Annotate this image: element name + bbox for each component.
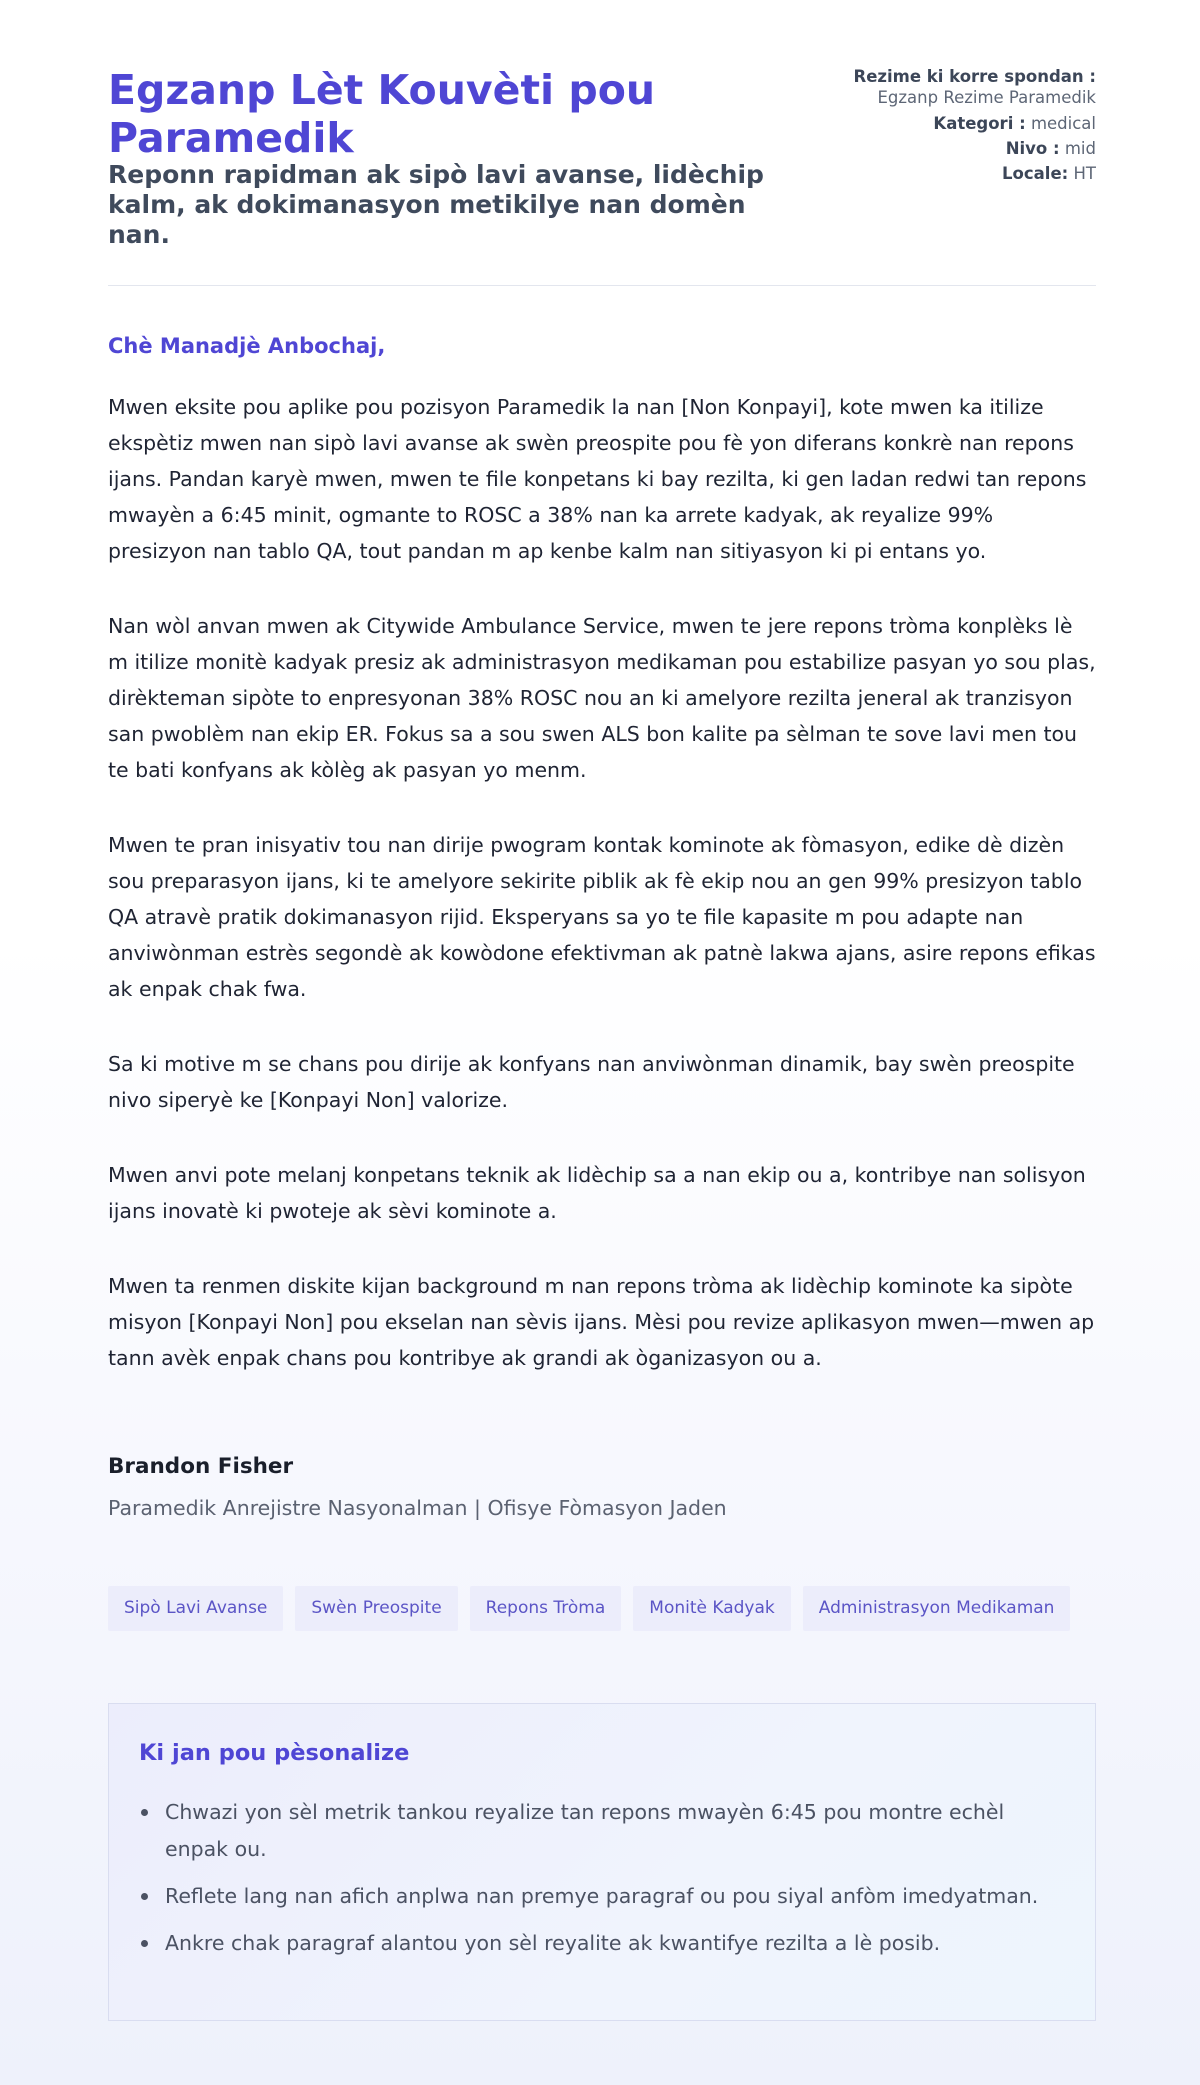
skill-tag: Repons Tròma <box>470 1586 622 1631</box>
skill-tag: Sipò Lavi Avanse <box>108 1586 283 1631</box>
tip-text: Reflete lang nan afich anplwa nan premye paragraf ou pou siyal anfòm imedyatman. <box>165 1884 1039 1908</box>
tip-item <box>139 1925 1059 1962</box>
signature-name: Brandon Fisher <box>108 1454 294 1479</box>
meta-category-value: medical <box>1030 114 1096 133</box>
signature-title: Paramedik Anrejistre Nasyonalman | Ofisye Fòmasyon Jaden <box>108 1496 727 1520</box>
meta-summary-label: Rezime ki korre spondan : <box>853 67 1096 86</box>
meta-summary <box>806 66 1096 108</box>
meta-locale-label: Locale: <box>1002 164 1069 183</box>
cover-letter-page <box>108 0 1096 1955</box>
bullet-icon <box>141 1809 148 1816</box>
letter-paragraph: Sa ki motive m se chans pou dirije ak konfyans nan anviwònman dinamik, bay swèn preospite nivo siperyè ke [Konpayi Non] valorize. <box>108 1052 1075 1112</box>
tip-item <box>139 1794 1059 1868</box>
tip-item <box>139 1878 1059 1915</box>
letter-body <box>108 389 1096 1415</box>
tip-text: Ankre chak paragraf alantou yon sèl reyalite ak kwantifye rezilta a lè posib. <box>165 1931 941 1955</box>
letter-paragraph: Mwen te pran inisyativ tou nan dirije pwogram kontak kominote ak fòmasyon, edike dè dizèn sou preparasyon ijans, ki te amelyore sekirite piblik ak fè ekip nou an gen 99% presizyon tablo QA atravè pratik dokimanasyon rijid. Eksperyans sa yo te file kapasite m pou adapte nan anviwònman estrès segondè ak kowòdone efektivman ak patnè lakwa ajans, asire repons efikas ak enpak chak fwa. <box>108 833 1096 1001</box>
letter-paragraph: Mwen ta renmen diskite kijan background m nan repons tròma ak lidèchip kominote ka sipòte misyon [Konpayi Non] pou ekselan nan sèvis ijans. Mèsi pou revize aplikasyon mwen—mwen ap tann avèk enpak chans pou kontribye ak grandi ak òganizasyon ou a. <box>108 1274 1095 1370</box>
skill-tags <box>108 1586 1082 1631</box>
meta-locale-value: HT <box>1073 164 1096 183</box>
meta-category-label: Kategori : <box>933 114 1026 133</box>
tip-text: Chwazi yon sèl metrik tankou reyalize tan repons mwayèn 6:45 pou montre echèl enpak ou. <box>165 1800 1005 1861</box>
tips-title: Ki jan pou pèsonalize <box>139 1740 410 1766</box>
meta-level-value: mid <box>1064 139 1096 158</box>
page-header <box>108 0 1096 286</box>
tips-list <box>139 1794 1059 1972</box>
page-title: Egzanp Lèt Kouvèti pou Paramedik <box>108 66 656 162</box>
skill-tag: Administrasyon Medikaman <box>803 1586 1071 1631</box>
skill-tag: Swèn Preospite <box>295 1586 457 1631</box>
bullet-icon <box>141 1893 148 1900</box>
customization-tips-box <box>108 1703 1096 2021</box>
page-subtitle: Reponn rapidman ak sipò lavi avanse, lidèchip kalm, ak dokimanasyon metikilye nan domèn nan. <box>108 160 764 249</box>
meta-category <box>806 113 1096 134</box>
letter-paragraph: Nan wòl anvan mwen ak Citywide Ambulance Service, mwen te jere repons tròma konplèks lè m itilize monitè kadyak presiz ak administrasyon medikaman pou estabilize pasyan yo sou plas, dirèkteman sipòte to enpresyonan 38% ROSC nou an ki amelyore rezilta jeneral ak tranzisyon san pwoblèm nan ekip ER. Fokus sa a sou swen ALS bon kalite pa sèlman te sove lavi men tou te bati konfyans ak kòlèg ak pasyan yo menm. <box>108 614 1096 782</box>
letter-greeting: Chè Manadjè Anbochaj, <box>108 334 386 358</box>
meta-panel <box>806 66 1096 188</box>
letter-paragraph: Mwen anvi pote melanj konpetans teknik ak lidèchip sa a nan ekip ou a, kontribye nan solisyon ijans inovatè ki pwoteje ak sèvi kominote a. <box>108 1163 1086 1223</box>
bullet-icon <box>141 1940 148 1947</box>
meta-summary-value: Egzanp Rezime Paramedik <box>877 88 1096 107</box>
meta-locale <box>806 163 1096 184</box>
meta-level <box>806 138 1096 159</box>
skill-tag: Monitè Kadyak <box>633 1586 790 1631</box>
meta-level-label: Nivo : <box>1005 139 1060 158</box>
letter-paragraph: Mwen eksite pou aplike pou pozisyon Paramedik la nan [Non Konpayi], kote mwen ka itilize ekspètiz mwen nan sipò lavi avanse ak swèn preospite pou fè yon diferans konkrè nan repons ijans. Pandan karyè mwen, mwen te file konpetans ki bay rezilta, ki gen ladan redwi tan repons mwayèn a 6:45 minit, ogmante to ROSC a 38% nan ka arrete kadyak, ak reyalize 99% presizyon nan tablo QA, tout pandan m ap kenbe kalm nan sitiyasyon ki pi entans yo. <box>108 395 1087 563</box>
